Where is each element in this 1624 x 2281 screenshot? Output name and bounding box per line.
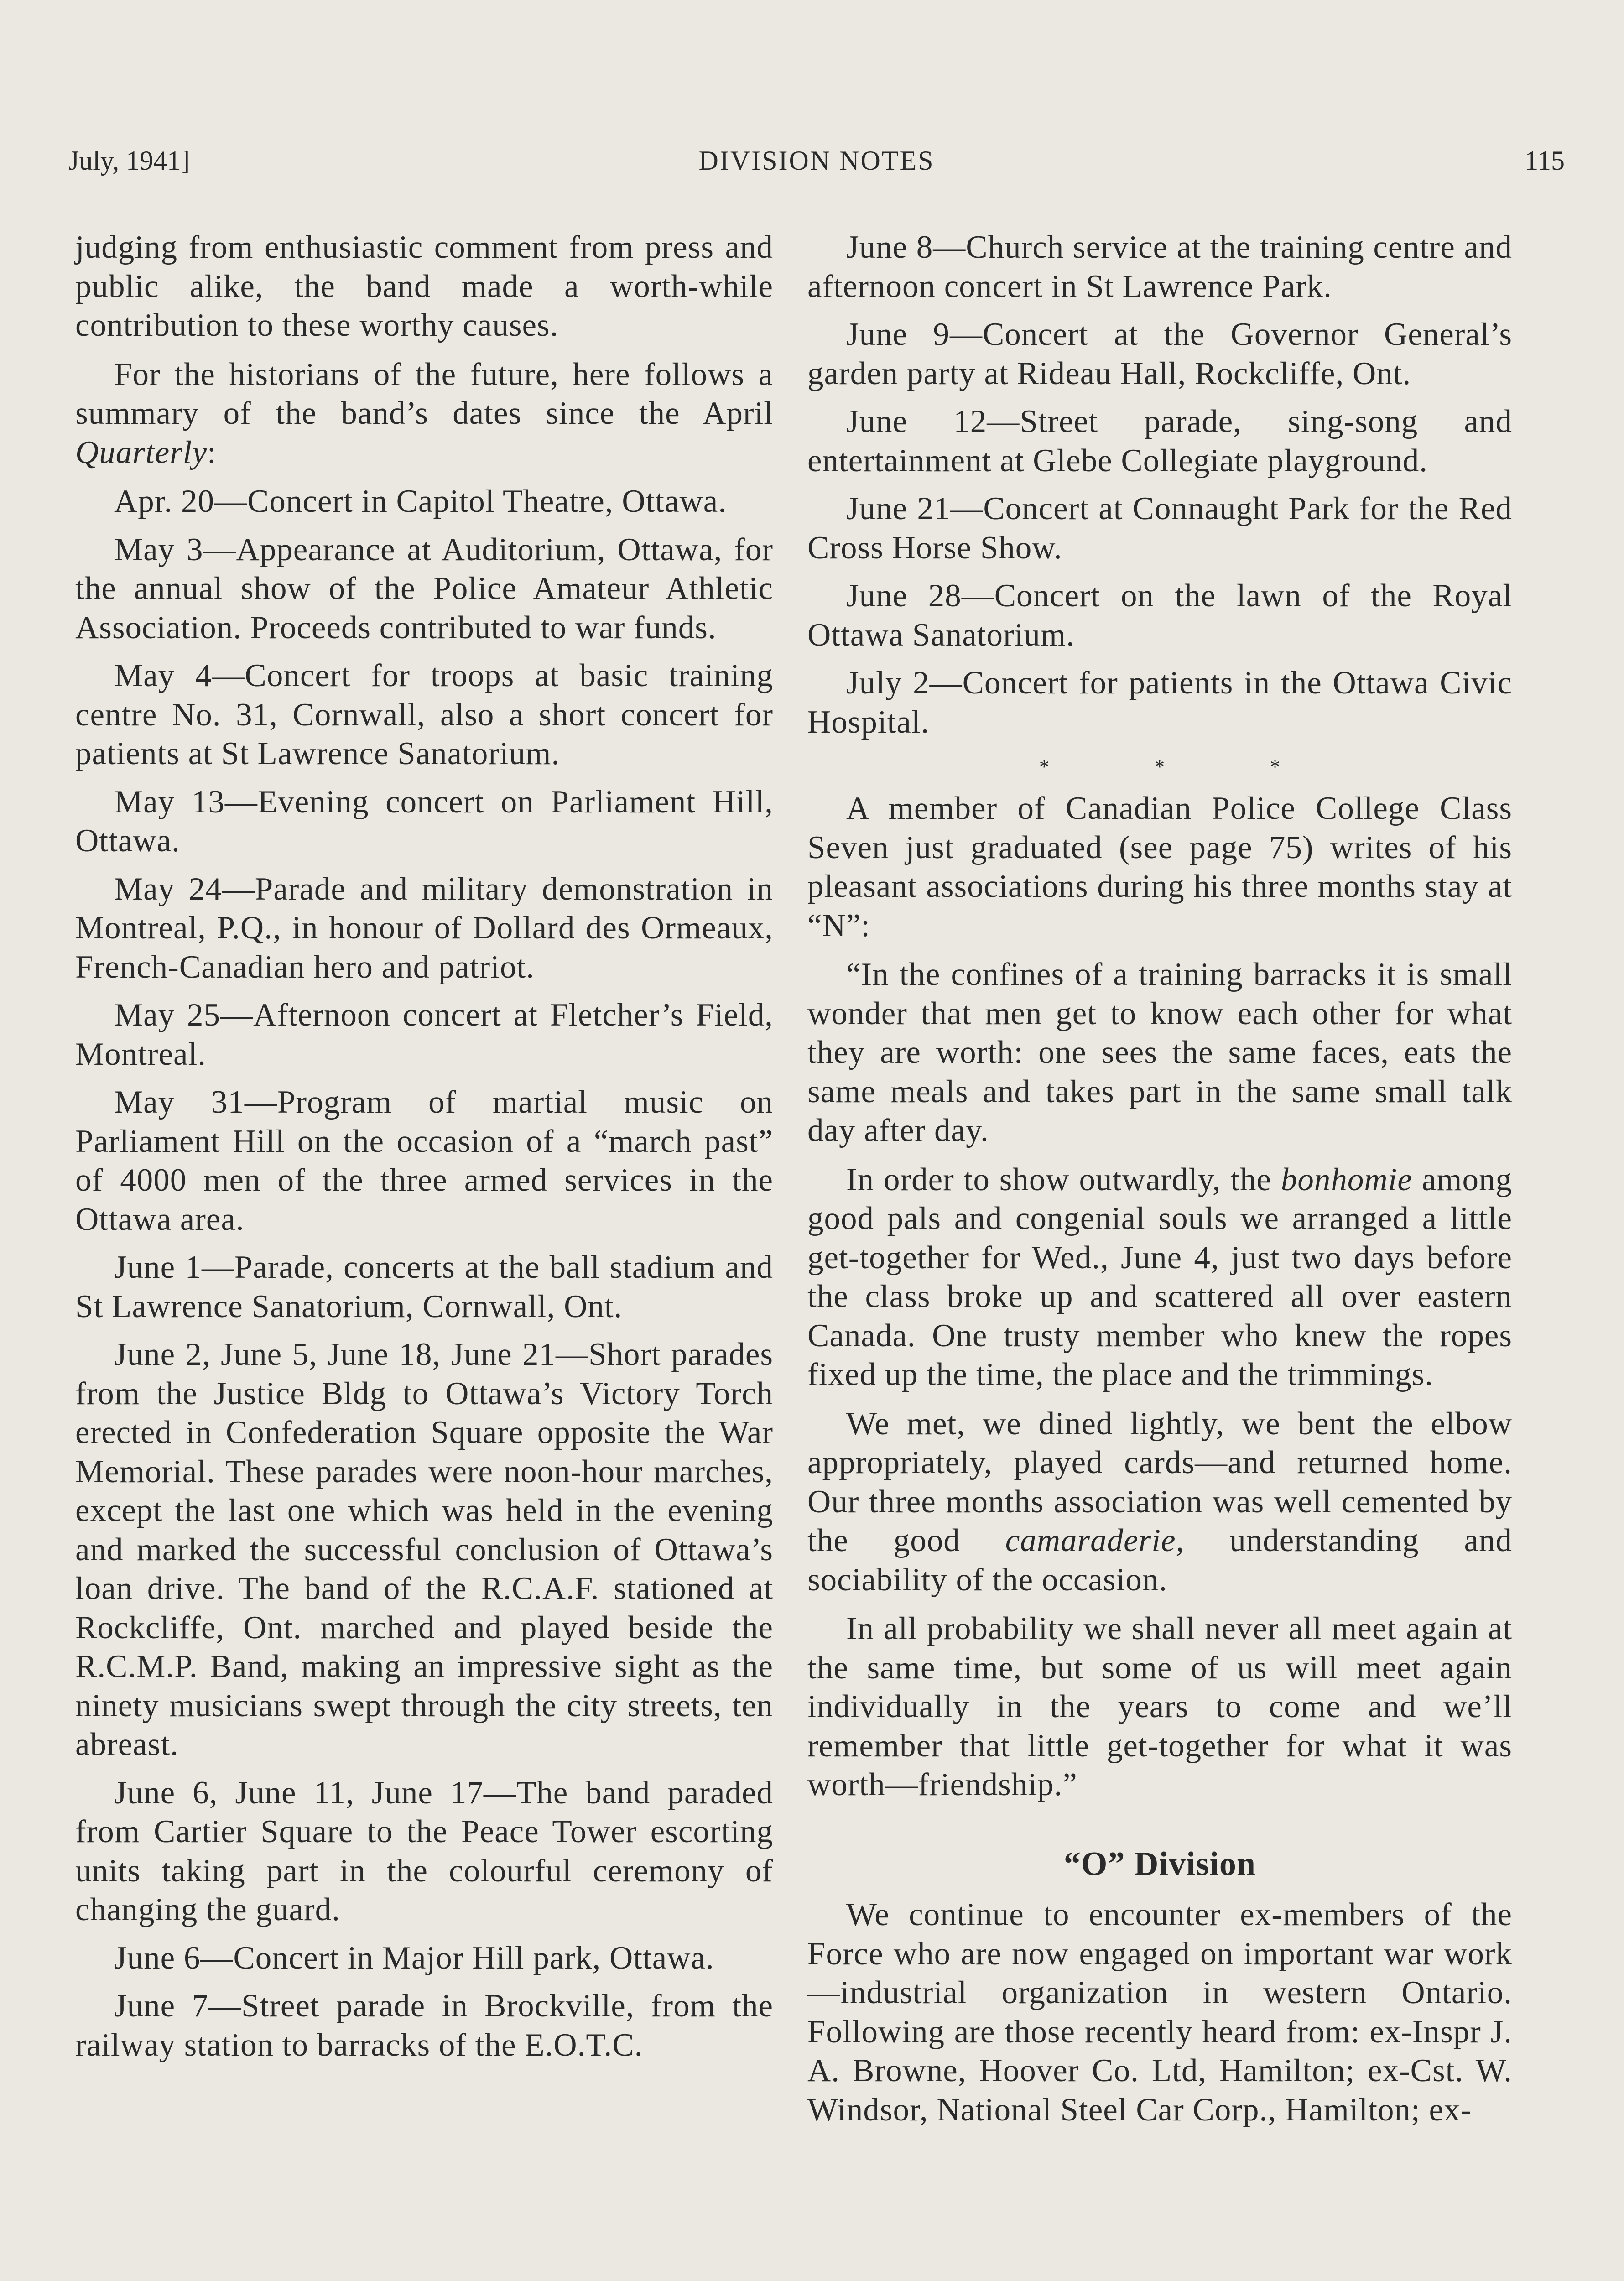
header-title: DIVISION NOTES [698, 146, 935, 176]
summary-text-before: For the historians of the future, here follows a summary of the band’s dates since the April [75, 356, 773, 431]
summary-paragraph [75, 355, 773, 473]
band-date-entry: June 6—Concert in Major Hill park, Ottawa. [114, 1940, 714, 1976]
band-date-entry: June 2, June 5, June 18, June 21—Short parades from the Justice Bldg to Ottawa’s Victory Torch erected in Confederation Square opposite the War Memorial. These parades were noon-hour marches, except the last one which was held in the evening and marked the successful conclusion of Ottawa’s loan drive. The band of the R.C.A.F. stationed at Rockcliffe, Ont. marched and played beside the R.C.M.P. Band, making an impressive sight as the ninety musicians swept through the city streets, ten abreast. [75, 1337, 773, 1762]
band-date-entry: May 4—Concert for troops at basic training centre No. 31, Cornwall, also a short concert for patients at St Lawrence Sanatorium. [75, 658, 773, 771]
section-body-paragraph: We continue to encounter ex-members of the Force who are now engaged on important war work—industrial organization in western Ontario. Following are those recently heard from: ex-Inspr J. A. Browne, Hoover Co. Ltd, Hamilton; ex-Cst. W. Windsor, National Steel Car Corp., Hamilton; ex- [807, 1897, 1512, 2128]
summary-italic: Quarterly [75, 434, 208, 470]
section-separator [807, 751, 1512, 783]
section-heading: “O” Division [1063, 1845, 1256, 1883]
quote-paragraph: In all probability we shall never all meet again at the same time, but some of us will meet again individually in the years to come and we’ll remember that little get-together for what it was worth—friendship.” [807, 1611, 1512, 1802]
quote-paragraph [807, 1405, 1512, 1600]
quote-text: In order to show outwardly, the [846, 1161, 1281, 1198]
band-date-entry: June 21—Concert at Connaught Park for the Red Cross Horse Show. [807, 491, 1512, 566]
quote-text: understanding and sociability of the occasion. [807, 1523, 1512, 1598]
quote-paragraph: “In the confines of a training barracks it is small wonder that men get to know each other for what they are worth: one sees the same faces, eats the same meals and takes part in the same small talk day after day. [807, 957, 1512, 1148]
asterisk-separator: * [1039, 755, 1050, 778]
band-date-entry: July 2—Concert for patients in the Ottawa Civic Hospital. [807, 665, 1512, 740]
running-header [68, 145, 1565, 186]
quote-text: among good pals and congenial souls we arranged a little get-together for Wed., June 4, just two days before the class broke up and scattered all over eastern Canada. One trusty member who knew the ropes fixed up the time, the place and the trimmings. [807, 1161, 1512, 1392]
band-date-entry: June 6, June 11, June 17—The band paraded from Cartier Square to the Peace Tower escorting units taking part in the colourful ceremony of changing the guard. [75, 1775, 773, 1927]
quote-italic: bonhomie [1280, 1161, 1412, 1198]
header-date: July, 1941] [68, 146, 190, 176]
band-date-entry: June 7—Street parade in Brockville, from the railway station to barracks of the E.O.T.C. [75, 1988, 773, 2063]
member-intro-paragraph: A member of Canadian Police College Class Seven just graduated (see page 75) writes of his pleasant associations during his three months stay at “N”: [807, 791, 1512, 943]
band-date-entry: May 13—Evening concert on Parliament Hill, Ottawa. [75, 784, 773, 859]
page-number: 115 [1525, 146, 1565, 176]
asterisk-separator: * [1155, 755, 1165, 778]
quote-paragraph [807, 1161, 1512, 1395]
band-date-entry: June 8—Church service at the training centre and afternoon concert in St Lawrence Park. [807, 229, 1512, 304]
band-date-entry: May 3—Appearance at Auditorium, Ottawa, for the annual show of the Police Amateur Athletic Association. Proceeds contributed to war funds. [75, 531, 773, 646]
quote-text: We met, we dined lightly, we bent the elbow appropriately, played cards—and returned home. Our three months association was well cemented by the good [807, 1406, 1512, 1558]
left-column [75, 228, 773, 2074]
continued-paragraph: judging from enthusiastic comment from press and public alike, the band made a worth-while contribution to these worthy causes. [75, 229, 773, 343]
band-date-entry: June 1—Parade, concerts at the ball stadium and St Lawrence Sanatorium, Cornwall, Ont. [75, 1250, 773, 1324]
band-date-entry: May 24—Parade and military demonstration in Montreal, P.Q., in honour of Dollard des Ormeaux, French-Canadian hero and patriot. [75, 871, 773, 985]
band-date-entry: May 25—Afternoon concert at Fletcher’s Field, Montreal. [75, 997, 773, 1072]
band-date-entry: June 12—Street parade, sing-song and entertainment at Glebe Collegiate playground. [807, 404, 1512, 479]
band-date-entry: May 31—Program of martial music on Parliament Hill on the occasion of a “march past” of 4000 men of the three armed services in the Ottawa area. [75, 1084, 773, 1237]
right-column [807, 228, 1512, 2140]
band-date-entry: Apr. 20—Concert in Capitol Theatre, Ottawa. [114, 484, 727, 519]
summary-text-after: : [207, 434, 217, 470]
band-date-entry: June 9—Concert at the Governor General’s garden party at Rideau Hall, Rockcliffe, Ont. [807, 317, 1512, 391]
asterisk-separator: * [1270, 755, 1280, 778]
quote-italic: camaraderie, [1005, 1523, 1185, 1558]
band-date-entry: June 28—Concert on the lawn of the Royal Ottawa Sanatorium. [807, 578, 1512, 653]
